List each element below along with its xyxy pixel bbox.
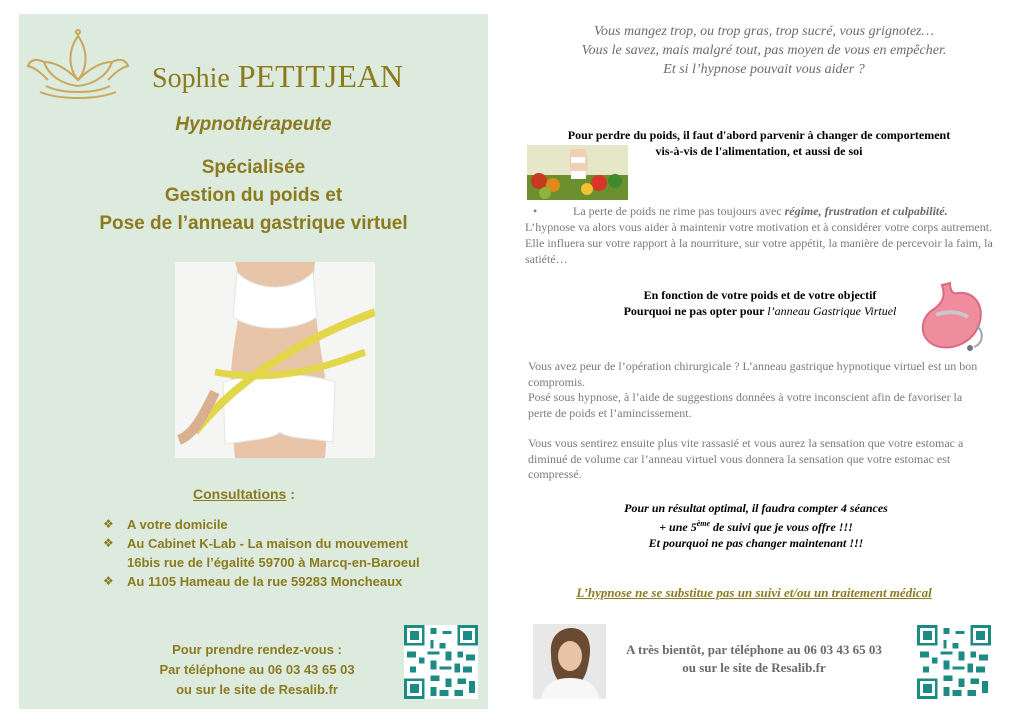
medical-disclaimer: L’hypnose ne se substitue pas un suivi et/ou un traitement médical: [576, 585, 932, 600]
sessions-offer: Pour un résultat optimal, il faudra compter 4 séances + une 5ème de suivi que je vous offre !!! Et pourquoi ne pas changer maintenant !!!: [624, 501, 888, 550]
diamond-bullet-icon: ❖: [103, 536, 114, 550]
diamond-bullet-icon: ❖: [103, 517, 114, 531]
first-name: Sophie: [152, 63, 230, 94]
specialty-line: Spécialisée: [201, 157, 306, 178]
measuring-tape-waist-image: [175, 262, 375, 458]
specialty-line: Pose de l’anneau gastrique virtuel: [99, 213, 408, 234]
stomach-icon: [912, 281, 990, 353]
job-title: Hypnothérapeute: [175, 114, 332, 135]
qr-code-icon[interactable]: [917, 625, 991, 699]
specialty-line: Gestion du poids et: [164, 185, 343, 206]
fruits-vegetables-image: [527, 145, 628, 200]
consultations-heading: Consultations :: [193, 486, 295, 502]
specialty-block: [19, 154, 488, 238]
gastric-ring-paragraph: Vous avez peur de l’opération chirurgicale ? L’anneau gastrique hypnotique virtuel est un bon compromis. Posé sous hypnose, à l’aide de suggestions données à votre inconscient afin de favoriser la perte de poids et l’amincissement. Vous vous sentirez ensuite plus vite rassasié et vous aurez la sensation que votre estomac a diminué de volume car l’anneau virtuel vous donnera la sensation que votre estomac est compressé.: [528, 359, 978, 481]
intro-text: Vous mangez trop, ou trop gras, trop sucré, vous grignotez… Vous le savez, mais malgré tout, pas moyen de vous en empêcher. Et si l’hypnose pouvait vous aider ?: [581, 24, 947, 77]
consultations-list: [103, 515, 420, 591]
consultations-label: Consultations: [193, 486, 287, 502]
section-heading: En fonction de votre poids et de votre objectif Pourquoi ne pas opter pour l’anneau Gastrique Virtuel: [623, 288, 897, 318]
list-item: ❖ Au 1105 Hameau de la rue 59283 Moncheaux: [103, 574, 403, 589]
last-name: PETITJEAN: [237, 58, 404, 94]
practitioner-name: [152, 58, 403, 95]
contact-info: A très bientôt, par téléphone au 06 03 43 65 03 ou sur le site de Resalib.fr: [626, 642, 882, 675]
bullet-icon: •: [533, 204, 538, 218]
qr-code-icon[interactable]: [404, 625, 478, 699]
appointment-info: Pour prendre rendez-vous : Par téléphone au 06 03 43 65 03 ou sur le site de Resalib.fr: [159, 642, 355, 697]
portrait-photo: [533, 624, 606, 699]
weight-loss-paragraph: • La perte de poids ne rime pas toujours avec régime, frustration et culpabilité. L’hypnose va alors vous aider à maintenir votre motivation et à considérer votre corps autrement. Elle influera sur votre rapport à la nourriture, sur votre appétit, la manière de percevoir la faim, la satiété…: [525, 204, 993, 266]
list-item: 16bis rue de l’égalité 59700 à Marcq-en-Baroeul: [127, 555, 420, 570]
list-item: ❖ Au Cabinet K-Lab - La maison du mouvement: [103, 536, 408, 551]
diamond-bullet-icon: ❖: [103, 574, 114, 588]
lotus-icon: [26, 28, 130, 100]
list-item: ❖ A votre domicile: [103, 517, 228, 532]
section-heading: Pour perdre du poids, il faut d'abord parvenir à changer de comportement vis-à-vis de l'alimentation, et aussi de soi: [567, 128, 951, 158]
